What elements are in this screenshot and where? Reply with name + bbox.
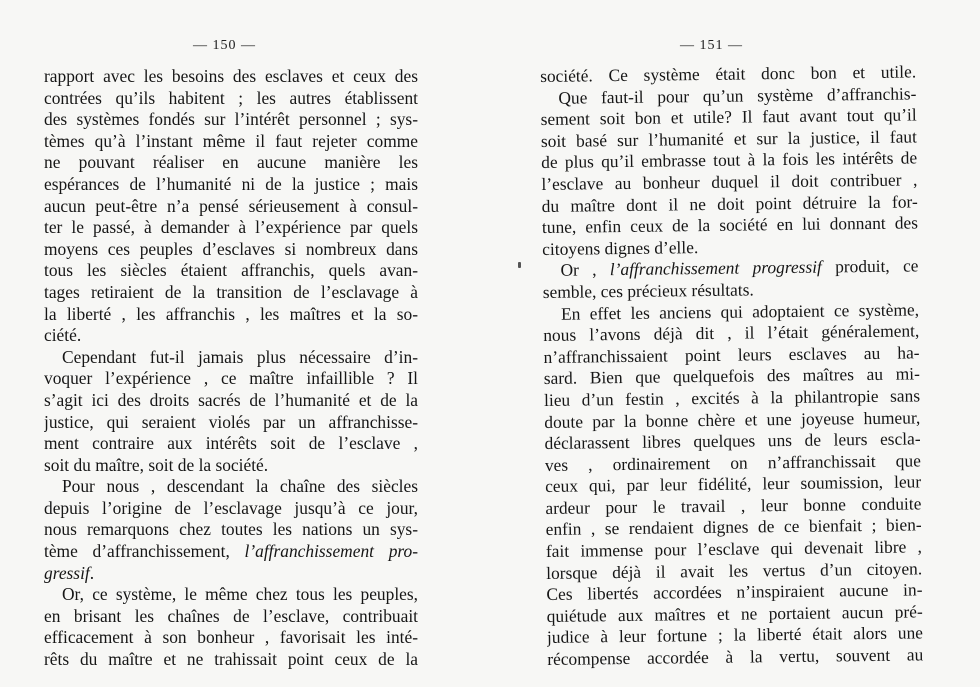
text-line: tune, enfin ceux de la société en lui donnant des (541, 212, 919, 238)
text-line: ceux qui, par leur fidélité, leur soumission, leur (545, 471, 922, 497)
text-line: rêts du maître et ne trahissait point ceux de la (44, 649, 418, 670)
text-line: s’agit ici des droits sacrés de l’humanité et de la (44, 389, 418, 410)
text-line: Cependant fut-il jamais plus nécessaire d’in- (62, 346, 418, 367)
text-line: lieu d’un festin , excités à la philantropie sans (543, 385, 921, 410)
text-line: ne pouvant réaliser en aucune manière les (44, 152, 418, 173)
italic-text: l’affranchissement pro- (244, 541, 418, 562)
text-line: espérances de l’humanité ni de la justice ; mais (44, 173, 418, 194)
text-line: société. Ce système était donc bon et utile. (540, 61, 917, 86)
right-page-text (540, 61, 923, 670)
italic-text: gressif (44, 562, 90, 583)
page-number-left: — 150 — (193, 38, 256, 53)
text-line: doute par la bonne chère et une joyeuse humeur, (544, 406, 921, 432)
text-line: ter le passé, à demander à l’expérience par quels (44, 217, 418, 238)
text-line: lorsque déjà il avait les vertus d’un citoyen. (546, 558, 923, 583)
text-line: soit basé sur l’humanité et sur la justice, il faut (540, 126, 918, 151)
left-page-text (44, 66, 418, 671)
text-line: déclarassent libres quelques uns de leurs escla- (544, 428, 921, 454)
text-line: la liberté , les affranchis , les maîtres et la so- (44, 303, 418, 324)
text-line: tèmes qu’à l’instant même il faut rejeter comme (44, 130, 418, 151)
text-line: semble, ces précieux résultats. (542, 279, 754, 302)
text-fragment: Or , (560, 259, 610, 281)
page-number-right: — 151 — (680, 38, 743, 53)
text-line: l’esclave au bonheur duquel il doit contribuer , (541, 169, 918, 194)
text-line: ardeur pour le travail , leur bonne conduite (545, 493, 922, 518)
text-line: voquer l’expérience , ce maître infaillible ? Il (44, 368, 418, 389)
text-line: nous l’avons déjà dit , il l’était généralement, (543, 320, 920, 346)
text-line: Que faut-il pour qu’un système d’affranchis- (558, 82, 917, 108)
text-line: du maître dont il ne doit point détruire la for- (541, 190, 918, 216)
text-line: ment contraire aux intérêts soit de l’esclave , (44, 433, 418, 454)
text-line: n’affranchissaient point leurs esclaves au ha- (543, 342, 920, 367)
text-line (44, 563, 418, 585)
text-line: en brisant les chaînes de l’esclave, contribuait (44, 605, 418, 626)
text-fragment: tème d’affranchissement, (44, 541, 245, 562)
text-line: aucun peut-être n’a pensé sérieusement à consul- (44, 195, 418, 216)
text-line: ves , ordinairement on n’affranchissait que (544, 450, 921, 475)
text-line: rapport avec les besoins des esclaves et ceux des (44, 66, 418, 86)
text-line: justice, qui seraient violés par un affranchisse- (44, 411, 418, 432)
text-line: soit du maître, soit de la société. (44, 454, 269, 475)
text-line: récompense accordée à la vertu, souvent au (547, 644, 924, 669)
text-fragment: . (89, 562, 95, 583)
text-line: quiétude aux maîtres et ne portaient aucun pré- (546, 601, 923, 626)
text-line: efficacement à son bonheur , favorisait les inté- (44, 627, 418, 648)
right-page (490, 0, 980, 687)
text-line: depuis l’origine de l’esclavage jusqu’à ce jour, (44, 497, 418, 518)
text-line: moyens ces peuples d’esclaves si nombreux dans (44, 238, 418, 259)
text-line: citoyens dignes d’elle. (542, 236, 699, 259)
text-line: En effet les anciens qui adoptaient ce système, (560, 298, 920, 324)
italic-text: l’affranchissement progressif (609, 256, 822, 280)
text-line: Or, ce système, le même chez tous les peuples, (62, 584, 418, 605)
text-fragment: produit, ce (821, 255, 919, 277)
text-line: judice à leur fortune ; la liberté était alors une (546, 622, 924, 648)
text-line: de plus qu’il embrasse tout à la fois les intérêts de (541, 147, 918, 173)
text-line: Pour nous , descendant la chaîne des siècles (62, 476, 418, 497)
text-line: enfin , se rendaient dignes de ce bienfait ; bien- (545, 514, 922, 540)
text-line: nous remarquons chez toutes les nations un sys- (44, 519, 418, 540)
text-line (44, 541, 418, 563)
text-line: sard. Bien que quelquefois des maîtres au mi- (543, 363, 920, 389)
text-line: sement soit bon et utile? Il faut avant tout qu’il (540, 104, 917, 130)
text-line: fait immense pour l’esclave qui devenait libre , (545, 536, 923, 562)
text-line: contrées qu’ils habitent ; les autres établissent (44, 87, 418, 108)
text-line: Ces libertés accordées n’inspiraient aucune in- (546, 579, 923, 605)
text-line: tous les siècles étaient affranchis, quels avan- (44, 260, 418, 281)
text-line: ciété. (44, 325, 82, 346)
text-line: tages retiraient de la transition de l’esclavage à (44, 281, 418, 302)
text-line (542, 256, 918, 282)
text-line: des systèmes fondés sur l’intérêt personnel ; sys- (44, 109, 418, 130)
